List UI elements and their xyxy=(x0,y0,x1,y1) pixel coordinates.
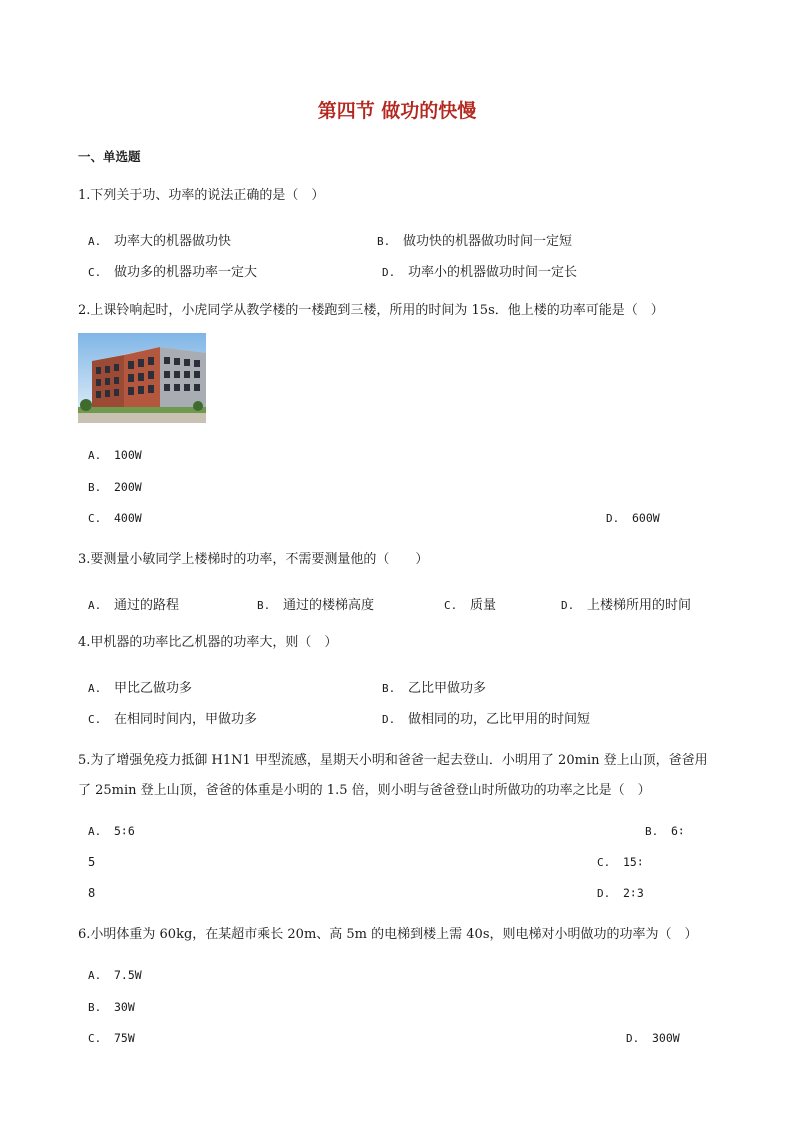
q6-option-b[interactable] xyxy=(88,1000,135,1015)
option-letter: D. xyxy=(626,1032,640,1045)
option-letter: A. xyxy=(88,449,102,462)
option-letter: C. xyxy=(88,713,102,726)
q4-option-c[interactable] xyxy=(88,708,257,727)
option-text: 400W xyxy=(114,511,142,525)
q2-option-a[interactable] xyxy=(88,448,142,463)
question-4-stem: 4.甲机器的功率比乙机器的功率大，则（ ） xyxy=(78,635,338,650)
option-letter: A. xyxy=(88,682,102,695)
q4-option-a[interactable] xyxy=(88,677,192,696)
option-letter: D. xyxy=(382,713,396,726)
question-1-stem: 1.下列关于功、功率的说法正确的是（ ） xyxy=(78,188,325,203)
option-text: 7.5W xyxy=(114,968,142,982)
q2-option-c[interactable] xyxy=(88,511,142,526)
option-letter: B. xyxy=(382,682,396,695)
q6-option-a[interactable] xyxy=(88,968,142,983)
option-letter: C. xyxy=(444,599,458,612)
option-text: 600W xyxy=(632,511,660,525)
option-text: 300W xyxy=(652,1031,680,1045)
q5-option-c[interactable] xyxy=(597,855,644,870)
option-letter: B. xyxy=(377,235,391,248)
option-text: 质量 xyxy=(470,598,497,613)
option-text: 75W xyxy=(114,1031,135,1045)
option-letter: C. xyxy=(88,1032,102,1045)
option-text: 100W xyxy=(114,448,142,462)
option-text: 15∶ xyxy=(623,855,644,869)
q1-option-d[interactable] xyxy=(382,261,577,280)
option-letter: D. xyxy=(561,599,575,612)
option-text: 通过的楼梯高度 xyxy=(283,598,375,613)
q1-option-b[interactable] xyxy=(377,230,572,249)
option-text: 30W xyxy=(114,1000,135,1014)
q5-option-d[interactable] xyxy=(597,886,644,901)
option-letter: A. xyxy=(88,969,102,982)
q6-option-c[interactable] xyxy=(88,1031,135,1046)
option-text: 上楼梯所用的时间 xyxy=(587,598,692,613)
q4-option-d[interactable] xyxy=(382,708,590,727)
q2-option-d[interactable] xyxy=(606,511,660,526)
option-text: 2∶3 xyxy=(623,886,644,900)
q5-option-c-continued: 8 xyxy=(88,886,96,900)
option-letter: C. xyxy=(88,266,102,279)
option-text: 做功快的机器做功时间一定短 xyxy=(403,234,573,249)
q1-option-a[interactable] xyxy=(88,230,231,249)
option-text: 功率小的机器做功时间一定长 xyxy=(408,265,578,280)
q4-option-b[interactable] xyxy=(382,677,486,696)
option-text: 通过的路程 xyxy=(114,598,180,613)
school-building-image xyxy=(78,333,206,423)
question-3-stem: 3.要测量小敏同学上楼梯时的功率，不需要测量他的（ ） xyxy=(78,552,429,567)
option-letter: D. xyxy=(382,266,396,279)
option-letter: B. xyxy=(88,481,102,494)
q6-option-d[interactable] xyxy=(626,1031,680,1046)
q3-option-d[interactable] xyxy=(561,594,691,613)
option-letter: C. xyxy=(597,856,611,869)
option-letter: A. xyxy=(88,599,102,612)
question-6-stem: 6.小明体重为 60kg，在某超市乘长 20m、高 5m 的电梯到楼上需 40s，则电梯对小明做功的功率为（ ） xyxy=(78,927,698,942)
option-letter: D. xyxy=(606,512,620,525)
option-text: 200W xyxy=(114,480,142,494)
q3-option-c[interactable] xyxy=(444,594,496,613)
q2-option-b[interactable] xyxy=(88,480,142,495)
question-5-stem: 5.为了增强免疫力抵御 H1N1 甲型流感，星期天小明和爸爸一起去登山．小明用了 20min 登上山顶，爸爸用了 25min 登上山顶，爸爸的体重是小明的 1.5 倍，则小明与爸爸登山时所做功的功率之比是（ ） xyxy=(78,753,708,798)
option-text: 5∶6 xyxy=(114,824,135,838)
page-title: 第四节 做功的快慢 xyxy=(317,100,477,122)
option-letter: A. xyxy=(88,235,102,248)
option-text: 甲比乙做功多 xyxy=(114,681,193,696)
option-text: 6∶ xyxy=(671,824,685,838)
option-letter: D. xyxy=(597,887,611,900)
option-text: 功率大的机器做功快 xyxy=(114,234,232,249)
option-text: 在相同时间内，甲做功多 xyxy=(114,712,258,727)
q5-option-b-continued: 5 xyxy=(88,855,96,869)
option-letter: C. xyxy=(88,512,102,525)
option-letter: B. xyxy=(88,1001,102,1014)
option-letter: A. xyxy=(88,825,102,838)
option-text: 做相同的功，乙比甲用的时间短 xyxy=(408,712,591,727)
option-text: 乙比甲做功多 xyxy=(408,681,487,696)
q3-option-b[interactable] xyxy=(257,594,374,613)
q5-option-b[interactable] xyxy=(645,824,685,839)
q1-option-c[interactable] xyxy=(88,261,257,280)
option-letter: B. xyxy=(645,825,659,838)
option-text: 做功多的机器功率一定大 xyxy=(114,265,258,280)
question-2-stem: 2.上课铃响起时，小虎同学从教学楼的一楼跑到三楼，所用的时间为 15s．他上楼的功率可能是（ ） xyxy=(78,303,664,318)
q3-option-a[interactable] xyxy=(88,594,179,613)
section-heading: 一、单选题 xyxy=(78,149,141,164)
option-letter: B. xyxy=(257,599,271,612)
q5-option-a[interactable] xyxy=(88,824,135,839)
